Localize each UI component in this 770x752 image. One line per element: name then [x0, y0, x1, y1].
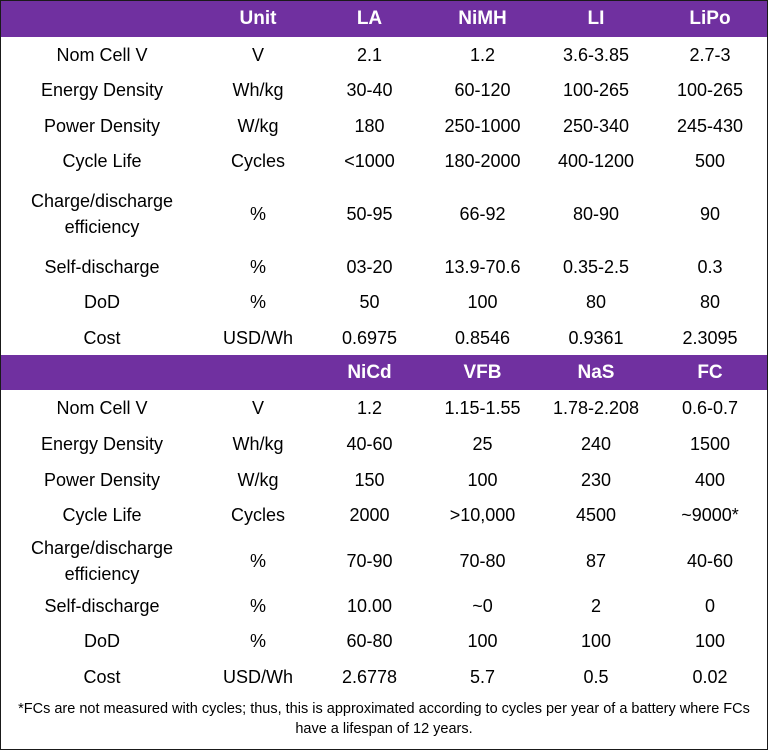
- row-label: Power Density: [43, 115, 161, 136]
- table-row: [1, 284, 767, 320]
- table-cell: Cycles: [230, 505, 285, 525]
- table-cell: 70-80: [459, 550, 506, 571]
- column-header: [1, 1, 203, 37]
- table-row: [1, 426, 767, 462]
- table-cell: 40-60: [346, 434, 393, 454]
- table-cell: V: [251, 398, 264, 418]
- table-cell: 25: [472, 434, 493, 454]
- table-cell: 400-1200: [557, 150, 635, 171]
- table-row: [1, 497, 767, 533]
- row-label: Nom Cell V: [56, 398, 148, 418]
- table-row: [1, 533, 767, 588]
- header-row: [1, 1, 767, 37]
- table-cell: 0.6975: [341, 327, 398, 348]
- table-cell: %: [249, 256, 266, 277]
- table-cell: 0.6-0.7: [681, 398, 739, 418]
- table-cell: 5.7: [469, 666, 496, 687]
- table-row: [1, 320, 767, 355]
- table-cell: 2.1: [356, 44, 383, 65]
- table-cell: 30-40: [346, 80, 393, 100]
- table-cell: 100-265: [562, 80, 630, 100]
- table-row: [1, 37, 767, 72]
- table-cell: 1.2: [356, 398, 383, 418]
- row-label: Cost: [83, 666, 121, 687]
- table-cell: 03-20: [346, 256, 393, 277]
- table-cell: 500: [694, 150, 726, 171]
- table-cell: W/kg: [237, 115, 279, 136]
- table-cell: ~9000*: [681, 505, 739, 525]
- table-cell: V: [251, 44, 264, 65]
- table-cell: Cycles: [230, 150, 285, 171]
- table-cell: %: [249, 292, 266, 312]
- table-cell: 0.35-2.5: [562, 256, 630, 277]
- table-cell: 0.8546: [454, 327, 511, 348]
- table-cell: 0: [704, 595, 715, 616]
- table-cell: 66-92: [459, 203, 506, 224]
- table-cell: 2.6778: [341, 666, 398, 687]
- table-cell: W/kg: [237, 469, 279, 490]
- table-cell: 100: [467, 292, 498, 312]
- column-header: NiMH: [426, 1, 539, 37]
- column-header: LA: [313, 1, 426, 37]
- table-cell: 0.9361: [568, 327, 624, 348]
- table-cell: 2: [590, 595, 601, 616]
- header-row: [1, 355, 767, 390]
- column-header: VFB: [426, 355, 539, 390]
- table-cell: 13.9-70.6: [444, 256, 521, 277]
- table-cell: 50: [359, 292, 380, 312]
- table-row: [1, 588, 767, 623]
- table-cell: 2000: [349, 505, 390, 525]
- battery-table-2: [1, 355, 767, 694]
- table-cell: 70-90: [346, 550, 393, 571]
- row-label: Cost: [83, 327, 121, 348]
- row-label: Cycle Life: [62, 505, 142, 525]
- table-cell: 150: [354, 469, 385, 490]
- table-cell: 2.3095: [682, 327, 738, 348]
- column-header: [1, 355, 203, 390]
- table-cell: 87: [585, 550, 607, 571]
- column-header: LI: [539, 1, 653, 37]
- row-label: DoD: [83, 292, 120, 312]
- column-header: [203, 355, 313, 390]
- table-cell: 100: [580, 631, 612, 651]
- table-cell: 245-430: [676, 115, 744, 136]
- table-cell: USD/Wh: [222, 666, 293, 687]
- table-cell: 80: [585, 292, 607, 312]
- table-cell: 100: [694, 631, 726, 651]
- table-cell: 250-340: [562, 115, 630, 136]
- table-cell: 180: [354, 115, 385, 136]
- table-row: [1, 462, 767, 497]
- row-label: Self-discharge: [44, 256, 160, 277]
- table-cell: %: [249, 550, 266, 571]
- table-row: [1, 143, 767, 178]
- table-cell: 60-120: [454, 80, 511, 100]
- row-label: Charge/discharge efficiency: [30, 190, 174, 237]
- column-header: FC: [653, 355, 767, 390]
- row-label: Nom Cell V: [56, 44, 148, 65]
- table-cell: 1.78-2.208: [552, 398, 640, 418]
- table-cell: 0.5: [583, 666, 609, 687]
- table-cell: 400: [694, 469, 726, 490]
- table-cell: 10.00: [346, 595, 393, 616]
- table-cell: 1500: [689, 434, 731, 454]
- table-cell: 3.6-3.85: [562, 44, 630, 65]
- table-cell: Wh/kg: [232, 434, 284, 454]
- table-cell: %: [249, 203, 266, 224]
- table-row: [1, 249, 767, 284]
- table-cell: 100: [467, 469, 498, 490]
- table-cell: %: [249, 631, 266, 651]
- table-cell: ~0: [472, 595, 493, 616]
- table-row: [1, 108, 767, 143]
- table-cell: 0.02: [692, 666, 728, 687]
- row-label: Charge/discharge efficiency: [30, 537, 174, 584]
- table-cell: 4500: [575, 505, 617, 525]
- table-cell: 80: [699, 292, 721, 312]
- table-cell: 2.7-3: [689, 44, 731, 65]
- table-cell: Wh/kg: [232, 80, 284, 100]
- battery-table-1: [1, 1, 767, 355]
- row-label: Energy Density: [40, 434, 164, 454]
- table-cell: 50-95: [346, 203, 393, 224]
- table-cell: 1.2: [469, 44, 496, 65]
- table-cell: 90: [699, 203, 721, 224]
- table-cell: 250-1000: [444, 115, 521, 136]
- column-header: Unit: [203, 1, 313, 37]
- table-row: [1, 390, 767, 426]
- row-label: Power Density: [43, 469, 161, 490]
- row-label: Cycle Life: [62, 150, 142, 171]
- table-cell: 100: [467, 631, 498, 651]
- table-cell: 0.3: [697, 256, 723, 277]
- table-cell: >10,000: [449, 505, 516, 525]
- table-cell: USD/Wh: [222, 327, 293, 348]
- table-cell: 1.15-1.55: [444, 398, 521, 418]
- table-cell: 80-90: [572, 203, 620, 224]
- footnote: *FCs are not measured with cycles; thus, this is approximated according to cycles per year of a battery where FCs have a lifespan of 12 years.: [18, 701, 750, 737]
- table-cell: <1000: [344, 150, 395, 171]
- table-row: [1, 659, 767, 694]
- table-cell: 40-60: [686, 550, 734, 571]
- table-row: [1, 623, 767, 659]
- row-label: Self-discharge: [44, 595, 160, 616]
- table-row: [1, 72, 767, 108]
- row-label: DoD: [83, 631, 120, 651]
- table-cell: 230: [580, 469, 612, 490]
- row-label: Energy Density: [40, 80, 164, 100]
- column-header: LiPo: [653, 1, 767, 37]
- table-cell: 180-2000: [444, 150, 521, 171]
- table-cell: 100-265: [676, 80, 744, 100]
- table-row: [1, 178, 767, 249]
- table-cell: 60-80: [346, 631, 393, 651]
- column-header: NiCd: [313, 355, 426, 390]
- table-cell: 240: [580, 434, 612, 454]
- table-cell: %: [249, 595, 266, 616]
- column-header: NaS: [539, 355, 653, 390]
